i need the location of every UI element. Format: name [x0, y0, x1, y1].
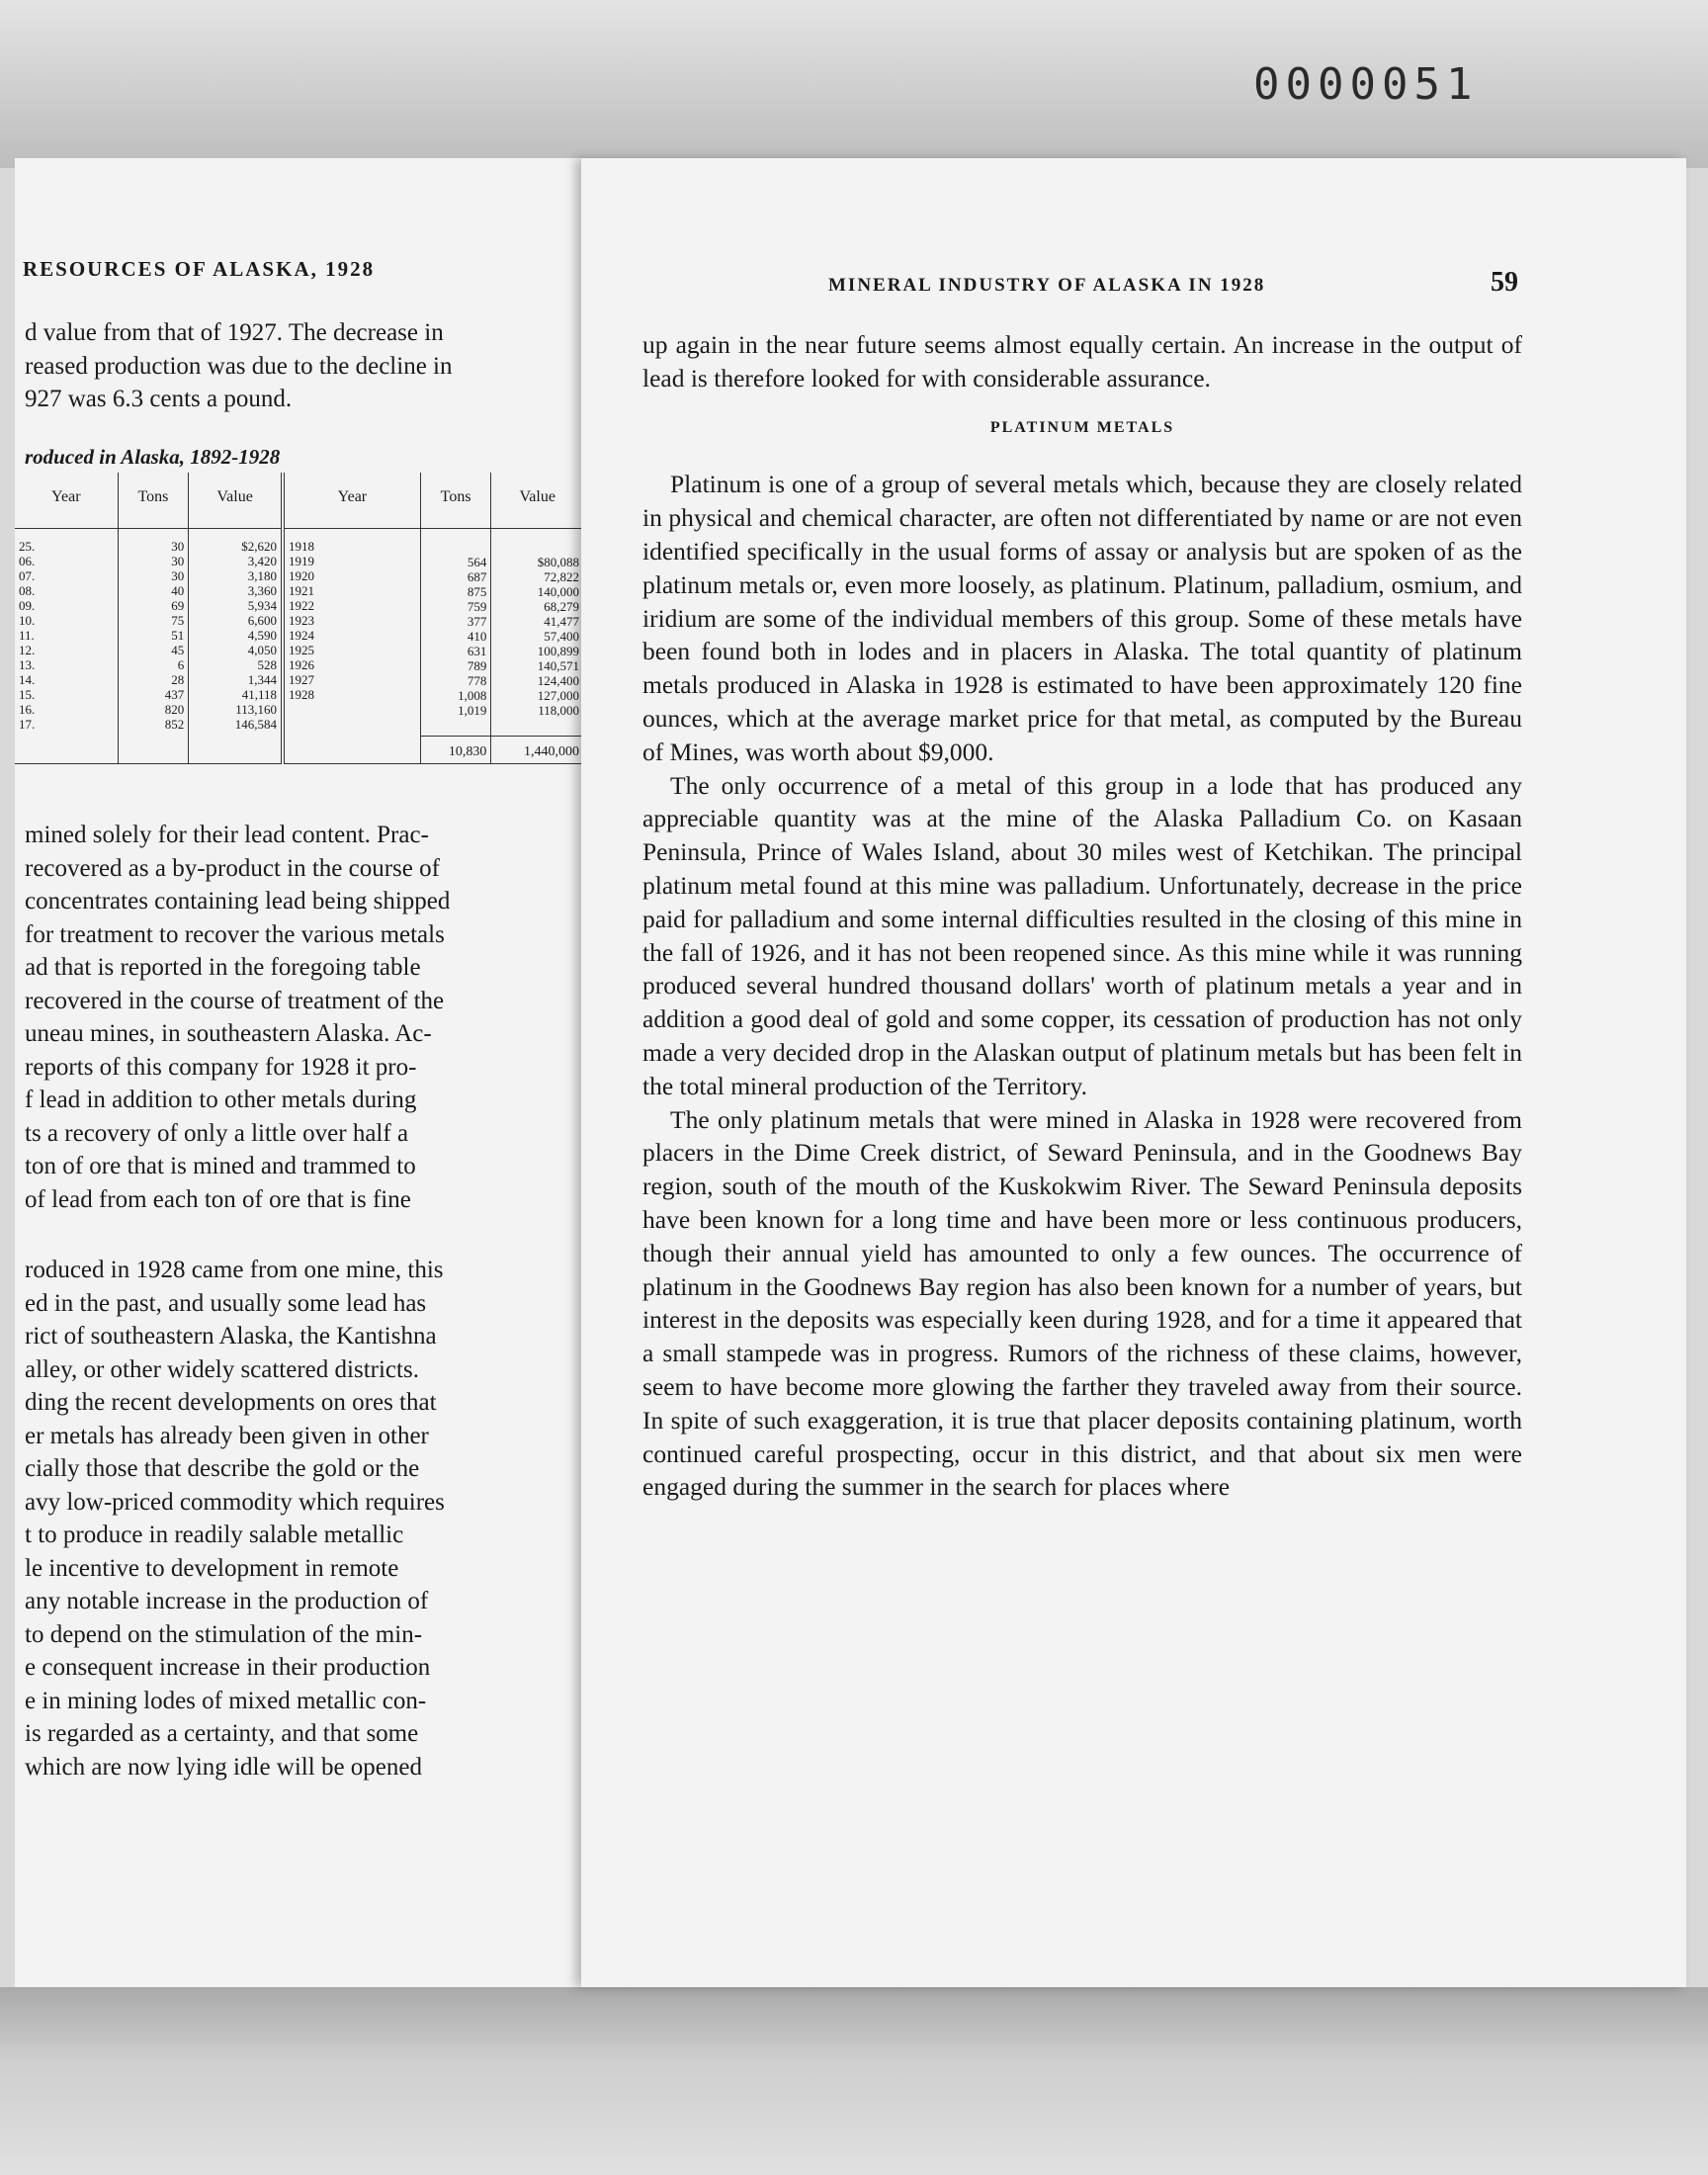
text-line: reports of this company for 1928 it pro-	[25, 1053, 417, 1081]
text-line: cially those that describe the gold or the	[25, 1455, 420, 1482]
table-total-row	[15, 736, 583, 763]
left-paragraph-3	[25, 1254, 598, 1784]
table-cell-years: 25. 06. 07. 08. 09. 10. 11. 12. 13. 14. 15. 16. 17.	[19, 539, 36, 732]
table-cell-years: 1918 1919 1920 1921 1922 1923 1924 1925 1926 1927 1928	[283, 529, 420, 737]
table-cell-tons: 564 687 875 759 377 410 631 789 778 1,008 1,019	[420, 529, 491, 737]
section-title: PLATINUM METALS	[989, 418, 1175, 436]
text-line: ts a recovery of only a little over half a	[25, 1119, 409, 1147]
table-header-value: Value	[491, 473, 583, 529]
text-line: rict of southeastern Alaska, the Kantishna	[25, 1323, 437, 1349]
table-header-year: Year	[283, 473, 420, 529]
text-line: reased production was due to the decline in	[25, 352, 453, 380]
text-line: which are now lying idle will be opened	[25, 1753, 422, 1781]
text-line: e consequent increase in their production	[25, 1654, 431, 1681]
table-header-row	[15, 473, 583, 529]
right-page	[581, 158, 1686, 1987]
right-page-body	[642, 328, 1522, 1504]
paragraph: The only occurrence of a metal of this group in a lode that has produced any appreciable quantity was at the mine of the Alaska Palladium Co. on Kasaan Peninsula, Prince of Wales Island, about 30 miles west of Ketchikan. The principal platinum metal found at this mine was palladium. Unfortunately, decrease in the price paid for palladium and some internal difficulties resulted in the closing of this mine in the fall of 1926, and it has not been reopened since. As this mine while it was running produced several hundred thousand dollars' worth of platinum metals a year and in addition a good deal of gold and some copper, its cessation of production has not only made a very decided drop in the Alaskan output of platinum metals but has been felt in the total mineral production of the Territory.	[642, 770, 1522, 1100]
text-line: for treatment to recover the various metals	[25, 920, 445, 948]
text-line: ad that is reported in the foregoing table	[25, 954, 421, 981]
left-intro-text	[25, 316, 598, 416]
text-line: avy low-priced commodity which requires	[25, 1488, 445, 1516]
right-page-header: MINERAL INDUSTRY OF ALASKA IN 1928	[828, 275, 1266, 296]
text-line: any notable increase in the production of	[25, 1588, 429, 1614]
text-line: recovered as a by-product in the course of	[25, 854, 440, 882]
text-line: mined solely for their lead content. Prac-	[25, 822, 429, 848]
table-total-value: 1,440,000	[491, 736, 583, 763]
document-stamp-number: 0000051	[1253, 59, 1479, 110]
text-line: is regarded as a certainty, and that some	[25, 1720, 419, 1747]
paragraph: Platinum is one of a group of several metals which, because they are closely related in physical and chemical character, are often not differentiated by name or are not even identified specifically in the usual forms of assay or analysis but are spoken of as the platinum metals or, even more loosely, as platinum. Platinum, palladium, osmium, and iridium are some of the individual members of this group. Some of these metals have been found both in lodes and in placers in Alaska. The total quantity of platinum metals produced in Alaska in 1928 is estimated to have been approximately 120 fine ounces, which at the average market price for that metal, as computed by the Bureau of Mines, was worth about $9,000.	[642, 470, 1522, 766]
table-cell-values: $2,620 3,420 3,180 3,360 5,934 6,600 4,590 4,050 528 1,344 41,118 113,160 146,584	[189, 529, 283, 737]
table-row	[15, 529, 583, 737]
text-line: of lead from each ton of ore that is fine	[25, 1185, 411, 1213]
text-line: concentrates containing lead being shipped	[25, 888, 451, 914]
text-line: er metals has already been given in other	[25, 1422, 429, 1449]
text-line: alley, or other widely scattered districts.	[25, 1355, 419, 1383]
lead-production-table	[15, 473, 583, 764]
text-line: to depend on the stimulation of the min-	[25, 1620, 423, 1648]
text-line: recovered in the course of treatment of the	[25, 987, 445, 1014]
left-page-header: RESOURCES OF ALASKA, 1928	[23, 257, 376, 281]
table-cell-tons: 30 30 30 40 69 75 51 45 6 28 437 820 852	[118, 529, 189, 737]
table-header-year: Year	[15, 473, 118, 529]
page-number: 59	[1491, 267, 1518, 298]
table-header-tons: Tons	[420, 473, 491, 529]
table-header-value: Value	[189, 473, 283, 529]
text-line: le incentive to development in remote	[25, 1554, 399, 1582]
text-line: f lead in addition to other metals during	[25, 1087, 417, 1113]
text-line: uneau mines, in southeastern Alaska. Ac-	[25, 1020, 432, 1047]
left-paragraph-2	[25, 819, 598, 1216]
text-line: ding the recent developments on ores that	[25, 1389, 437, 1416]
scan-bottom-shadow	[0, 1987, 1708, 2175]
text-line: roduced in 1928 came from one mine, this	[25, 1257, 444, 1283]
paragraph: The only platinum metals that were mined in Alaska in 1928 were recovered from placers in the Dime Creek district, of Seward Peninsula, and in the Goodnews Bay region, south of the mouth of the Kuskokwim River. The Seward Peninsula deposits have been known for a long time and have been more or less continuous producers, though their annual yield has amounted to only a few ounces. The occurrence of platinum in the Goodnews Bay region has also been known for a number of years, but interest in the deposits was especially keen during 1928, and for a time it appeared that a small stampede was in progress. Rumors of the richness of these claims, however, seem to have become more glowing the farther they traveled away from their source. In spite of such exaggeration, it is true that placer deposits containing platinum, worth continued careful prospecting, occur in this district, and that about six men were engaged during the summer in the search for places where	[642, 1104, 1522, 1502]
text-line: t to produce in readily salable metallic	[25, 1522, 404, 1548]
table-total-tons: 10,830	[420, 736, 491, 763]
table-caption: roduced in Alaska, 1892-1928	[25, 445, 281, 469]
text-line: d value from that of 1927. The decrease in	[25, 319, 444, 346]
text-line: e in mining lodes of mixed metallic con-	[25, 1687, 427, 1714]
table-cell-values: $80,088 72,822 140,000 68,279 41,477 57,400 100,899 140,571 124,400 127,000 118,000	[491, 529, 583, 737]
table-header-tons: Tons	[118, 473, 189, 529]
text-line: 927 was 6.3 cents a pound.	[25, 386, 293, 412]
text-line: ton of ore that is mined and trammed to	[25, 1153, 416, 1179]
text-line: ed in the past, and usually some lead has	[25, 1289, 427, 1317]
opening-paragraph: up again in the near future seems almost equally certain. An increase in the output of lead is therefore looked for with considerable assurance.	[642, 330, 1522, 392]
left-page	[15, 158, 606, 1987]
